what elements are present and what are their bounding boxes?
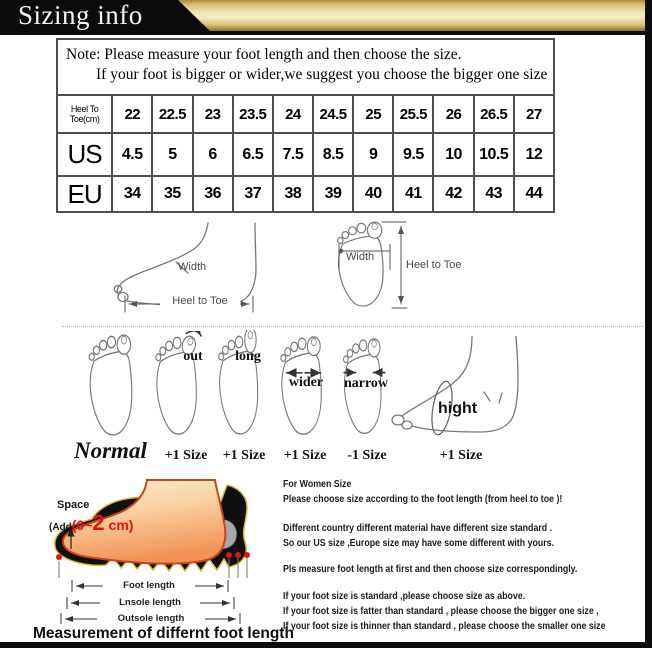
eu-cell: 43 xyxy=(474,176,514,212)
gold-ribbon xyxy=(172,0,645,31)
out-label: out xyxy=(183,349,203,364)
eu-cell: 35 xyxy=(152,176,192,212)
space-add-range: (0~ xyxy=(71,517,93,533)
cm-cell: 27 xyxy=(514,95,554,133)
dotted-separator xyxy=(62,326,644,327)
instruction-line: Please choose size according to the foot length (from heel to toe )! xyxy=(283,493,563,505)
side-length-label: Heel to Toe xyxy=(160,295,240,307)
row-header-cm: Heel To Toe(cm) xyxy=(57,95,112,133)
us-cell: 5 xyxy=(152,133,192,176)
instructions-heading: For Women Size xyxy=(283,478,352,490)
instructions-group xyxy=(283,562,644,577)
cm-cell: 25 xyxy=(353,95,393,133)
us-cell: 8.5 xyxy=(313,133,353,176)
table-row-cm xyxy=(57,95,554,133)
eu-cell: 36 xyxy=(193,176,233,212)
us-cell: 6 xyxy=(193,133,233,176)
out-size-label: +1 Size xyxy=(164,448,208,463)
cm-cell: 24 xyxy=(273,95,313,133)
long-foot-illustration xyxy=(214,330,267,441)
long-size-label: +1 Size xyxy=(222,448,266,463)
instructions-group xyxy=(283,589,644,634)
top-length-label: Heel to Toe xyxy=(406,259,462,271)
table-row-eu xyxy=(57,176,554,212)
space-label: Space xyxy=(57,499,90,511)
eu-cell: 41 xyxy=(393,176,433,212)
note-cell xyxy=(57,39,554,95)
space-add-prefix: (Add xyxy=(49,522,72,533)
cm-cell: 24.5 xyxy=(313,95,353,133)
us-cell: 12 xyxy=(514,133,554,176)
eu-cell: 38 xyxy=(273,176,313,212)
eu-cell: 39 xyxy=(313,176,353,212)
top-width-label: Width xyxy=(346,251,375,263)
us-cell: 7.5 xyxy=(273,133,313,176)
instructions-block xyxy=(283,477,644,634)
cm-cell: 26 xyxy=(433,95,473,133)
us-cell: 9.5 xyxy=(393,133,433,176)
cm-cell: 25.5 xyxy=(393,95,433,133)
us-cell: 6.5 xyxy=(233,133,273,176)
foot-length-label: Foot length xyxy=(103,580,195,591)
us-cell: 10 xyxy=(433,133,473,176)
instructions-group xyxy=(283,521,644,551)
diagram-caption: Measurement of differnt foot length xyxy=(33,625,294,642)
instruction-line: Pls measure foot length at first and then choose size correspondingly. xyxy=(283,563,578,575)
space-add-value: 2 xyxy=(92,510,105,535)
cm-cell: 22.5 xyxy=(152,95,192,133)
narrow-size-label: -1 Size xyxy=(347,448,387,463)
hight-size-label: +1 Size xyxy=(439,448,483,463)
instruction-line: Different country different material have different size standard . xyxy=(283,522,553,534)
row-header-us: US xyxy=(57,133,112,176)
space-arrow xyxy=(64,522,78,550)
right-border xyxy=(645,0,652,648)
hight-label: hight xyxy=(438,400,478,417)
page-title: Sizing info xyxy=(18,0,143,30)
row-header-eu: EU xyxy=(57,176,112,212)
instruction-line: If your foot size is standard ,please choose size as above. xyxy=(283,590,526,602)
eu-cell: 40 xyxy=(353,176,393,212)
instruction-line: If your foot size is fatter than standard , please choose the bigger one size , xyxy=(283,605,599,617)
cm-cell: 26.5 xyxy=(474,95,514,133)
size-table xyxy=(56,38,555,213)
instruction-line: If your foot size is thinner than standard , please choose the smaller one size xyxy=(283,620,606,632)
eu-cell: 37 xyxy=(233,176,273,212)
narrow-label: narrow xyxy=(343,376,389,391)
table-row-us xyxy=(57,133,554,176)
cm-cell: 23 xyxy=(193,95,233,133)
wider-size-label: +1 Size xyxy=(283,448,327,463)
eu-cell: 44 xyxy=(514,176,554,212)
us-cell: 4.5 xyxy=(112,133,152,176)
space-add-label xyxy=(49,510,133,536)
normal-size-label: Normal xyxy=(74,438,147,463)
us-cell: 10.5 xyxy=(474,133,514,176)
eu-cell: 42 xyxy=(433,176,473,212)
side-width-label: Width xyxy=(178,261,207,273)
out-foot-illustration xyxy=(151,331,206,441)
instructions-group xyxy=(283,477,644,507)
cm-cell: 22 xyxy=(112,95,152,133)
note-line-1: Note: Please measure your foot length and then choose the size. xyxy=(66,46,462,63)
note-line-2: If your foot is bigger or wider,we suggest you choose the bigger one size xyxy=(96,66,548,83)
ankle-height-illustration xyxy=(390,336,530,436)
space-add-unit: cm) xyxy=(104,517,134,533)
us-cell: 9 xyxy=(353,133,393,176)
long-label: long xyxy=(235,349,261,364)
eu-cell: 34 xyxy=(112,176,152,212)
wider-label: wider xyxy=(288,375,324,390)
outsole-length-label: Outsole length xyxy=(97,613,205,624)
normal-foot-illustration xyxy=(84,330,142,442)
insole-length-label: Lnsole length xyxy=(100,597,200,608)
title-banner xyxy=(0,0,652,35)
cm-cell: 23.5 xyxy=(233,95,273,133)
instruction-line: So our US size ,Europe size may have some different with yours. xyxy=(283,537,555,549)
